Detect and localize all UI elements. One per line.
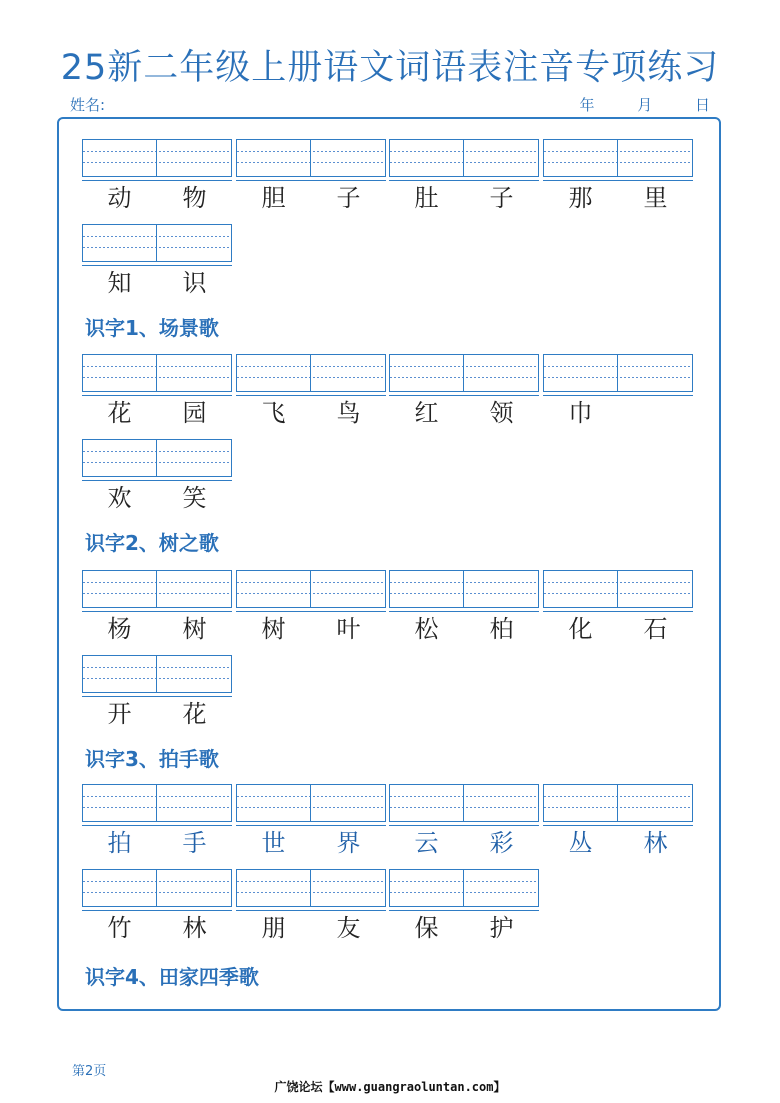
pinyin-writing-grid[interactable] bbox=[543, 784, 693, 822]
pinyin-writing-grid[interactable] bbox=[389, 784, 539, 822]
word-item bbox=[543, 784, 693, 862]
word-item bbox=[82, 655, 232, 733]
word-item bbox=[82, 224, 232, 302]
section-heading: 识字4、田家四季歌 bbox=[85, 965, 259, 989]
word-item bbox=[389, 354, 539, 432]
word-item bbox=[82, 439, 232, 517]
pinyin-writing-grid[interactable] bbox=[82, 224, 232, 262]
hanzi-character: 胆 bbox=[261, 184, 286, 212]
pinyin-writing-grid[interactable] bbox=[389, 869, 539, 907]
hanzi-character: 子 bbox=[489, 184, 514, 212]
word-item bbox=[543, 354, 693, 432]
hanzi-character: 林 bbox=[643, 829, 668, 857]
pinyin-writing-grid[interactable] bbox=[236, 784, 386, 822]
pinyin-writing-grid[interactable] bbox=[236, 570, 386, 608]
hanzi-character: 手 bbox=[182, 829, 207, 857]
hanzi-character: 松 bbox=[414, 615, 439, 643]
hanzi-character: 树 bbox=[261, 615, 286, 643]
word-item bbox=[236, 354, 386, 432]
hanzi-character: 叶 bbox=[336, 615, 361, 643]
hanzi-character: 石 bbox=[643, 615, 668, 643]
hanzi-character: 世 bbox=[261, 829, 286, 857]
footer bbox=[0, 1078, 780, 1095]
hanzi-character: 开 bbox=[107, 700, 132, 728]
info-bar bbox=[70, 94, 710, 114]
pinyin-writing-grid[interactable] bbox=[236, 139, 386, 177]
hanzi-character: 花 bbox=[107, 399, 132, 427]
hanzi-character: 里 bbox=[643, 184, 668, 212]
pinyin-writing-grid[interactable] bbox=[389, 570, 539, 608]
pinyin-writing-grid[interactable] bbox=[389, 139, 539, 177]
hanzi-character: 肚 bbox=[414, 184, 439, 212]
hanzi-character: 云 bbox=[414, 829, 439, 857]
pinyin-writing-grid[interactable] bbox=[82, 139, 232, 177]
hanzi-character: 友 bbox=[336, 914, 361, 942]
hanzi-character: 柏 bbox=[489, 615, 514, 643]
hanzi-character: 林 bbox=[182, 914, 207, 942]
section-heading: 识字2、树之歌 bbox=[85, 531, 219, 555]
pinyin-writing-grid[interactable] bbox=[543, 139, 693, 177]
section-heading: 识字3、拍手歌 bbox=[85, 747, 219, 771]
word-item bbox=[389, 139, 539, 217]
section-heading: 识字1、场景歌 bbox=[85, 316, 219, 340]
hanzi-character: 化 bbox=[568, 615, 593, 643]
pinyin-writing-grid[interactable] bbox=[82, 439, 232, 477]
hanzi-character: 物 bbox=[182, 184, 207, 212]
word-item bbox=[82, 139, 232, 217]
word-item bbox=[389, 869, 539, 947]
hanzi-character: 花 bbox=[182, 700, 207, 728]
hanzi-character: 那 bbox=[568, 184, 593, 212]
word-item bbox=[82, 869, 232, 947]
hanzi-character: 识 bbox=[182, 269, 207, 297]
hanzi-character: 保 bbox=[414, 914, 439, 942]
footer-site: 广饶论坛 bbox=[274, 1080, 323, 1094]
hanzi-character: 树 bbox=[182, 615, 207, 643]
hanzi-character: 彩 bbox=[489, 829, 514, 857]
hanzi-character: 朋 bbox=[261, 914, 286, 942]
hanzi-character: 界 bbox=[336, 829, 361, 857]
hanzi-character: 笑 bbox=[182, 484, 207, 512]
pinyin-writing-grid[interactable] bbox=[82, 784, 232, 822]
name-label: 姓名: bbox=[70, 96, 106, 114]
hanzi-character: 鸟 bbox=[336, 399, 361, 427]
pinyin-writing-grid[interactable] bbox=[389, 354, 539, 392]
hanzi-character: 园 bbox=[182, 399, 207, 427]
pinyin-writing-grid[interactable] bbox=[82, 869, 232, 907]
word-item bbox=[389, 570, 539, 648]
word-item bbox=[543, 139, 693, 217]
word-item bbox=[236, 784, 386, 862]
hanzi-character: 竹 bbox=[107, 914, 132, 942]
footer-url: 【www.guangraoluntan.com】 bbox=[322, 1080, 506, 1094]
pinyin-writing-grid[interactable] bbox=[543, 354, 693, 392]
word-item bbox=[82, 784, 232, 862]
hanzi-character: 欢 bbox=[107, 484, 132, 512]
word-item bbox=[236, 869, 386, 947]
word-item bbox=[236, 570, 386, 648]
hanzi-character: 巾 bbox=[568, 399, 593, 427]
pinyin-writing-grid[interactable] bbox=[82, 570, 232, 608]
hanzi-character: 领 bbox=[489, 399, 514, 427]
pinyin-writing-grid[interactable] bbox=[82, 354, 232, 392]
pinyin-writing-grid[interactable] bbox=[236, 869, 386, 907]
hanzi-character: 子 bbox=[336, 184, 361, 212]
hanzi-character: 杨 bbox=[107, 615, 132, 643]
hanzi-character: 动 bbox=[107, 184, 132, 212]
word-item bbox=[543, 570, 693, 648]
date-label: 年 月 日 bbox=[579, 96, 710, 114]
pinyin-writing-grid[interactable] bbox=[543, 570, 693, 608]
hanzi-character: 飞 bbox=[261, 399, 286, 427]
pinyin-writing-grid[interactable] bbox=[236, 354, 386, 392]
page-number: 第2页 bbox=[72, 1064, 107, 1079]
word-item bbox=[236, 139, 386, 217]
word-item bbox=[82, 570, 232, 648]
hanzi-character: 拍 bbox=[107, 829, 132, 857]
hanzi-character: 护 bbox=[489, 914, 514, 942]
hanzi-character: 知 bbox=[107, 269, 132, 297]
word-item bbox=[82, 354, 232, 432]
hanzi-character: 红 bbox=[414, 399, 439, 427]
word-item bbox=[389, 784, 539, 862]
pinyin-writing-grid[interactable] bbox=[82, 655, 232, 693]
hanzi-character: 丛 bbox=[568, 829, 593, 857]
page-title: 25新二年级上册语文词语表注音专项练习 bbox=[60, 48, 720, 88]
